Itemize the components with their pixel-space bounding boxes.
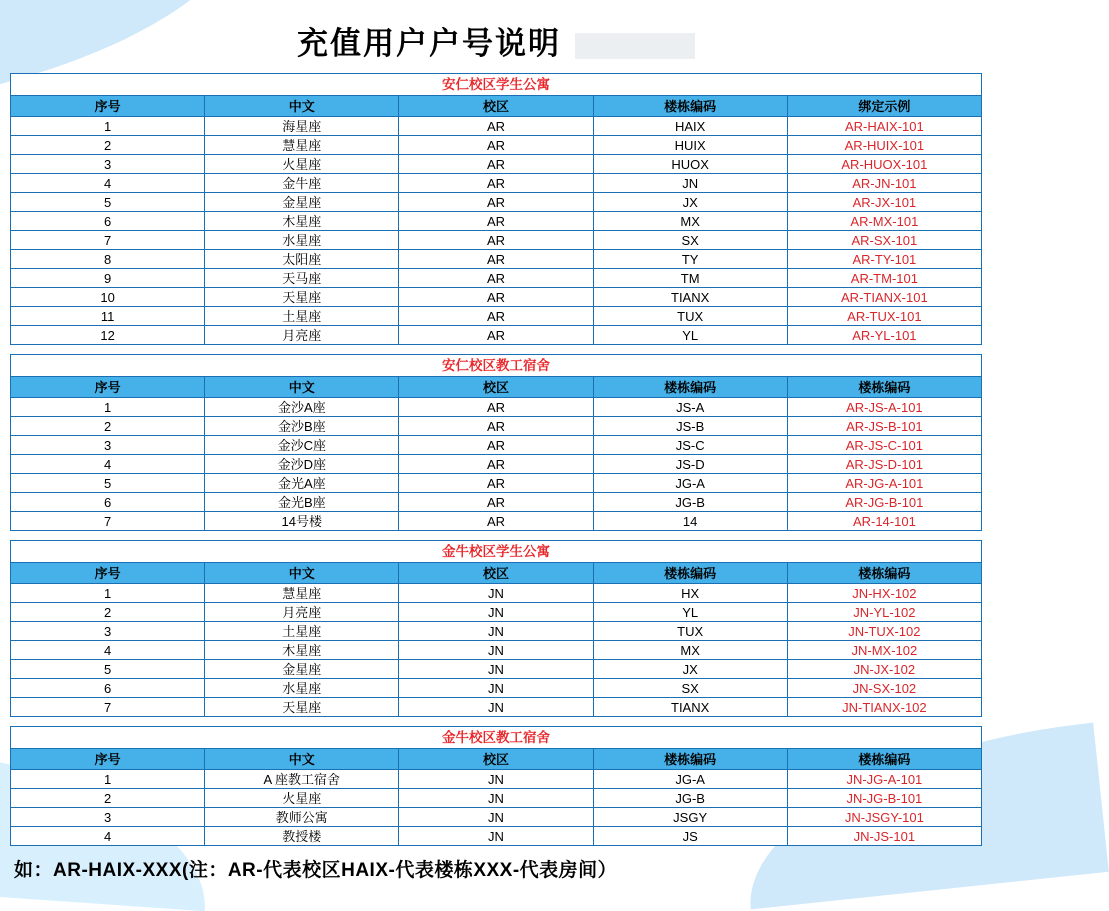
table-row — [11, 174, 982, 193]
section-table — [10, 540, 982, 717]
cell-campus: JN — [399, 679, 593, 698]
cell-name: 金沙A座 — [205, 398, 399, 417]
column-header: 序号 — [11, 749, 205, 770]
cell-campus: JN — [399, 698, 593, 717]
cell-code: JG-A — [593, 770, 787, 789]
cell-example: AR-HUOX-101 — [787, 155, 981, 174]
tables-container — [10, 73, 982, 846]
column-header: 中文 — [205, 96, 399, 117]
cell-code: TIANX — [593, 288, 787, 307]
section-table — [10, 354, 982, 531]
cell-campus: AR — [399, 231, 593, 250]
cell-example: AR-TM-101 — [787, 269, 981, 288]
column-header: 楼栋编码 — [593, 563, 787, 584]
table-row — [11, 493, 982, 512]
cell-index: 9 — [11, 269, 205, 288]
table-row — [11, 212, 982, 231]
cell-example: AR-TIANX-101 — [787, 288, 981, 307]
column-header: 楼栋编码 — [787, 563, 981, 584]
column-header: 绑定示例 — [787, 96, 981, 117]
cell-example: AR-JS-B-101 — [787, 417, 981, 436]
table-row — [11, 679, 982, 698]
cell-example: JN-JG-B-101 — [787, 789, 981, 808]
cell-campus: JN — [399, 622, 593, 641]
cell-example: AR-SX-101 — [787, 231, 981, 250]
cell-index: 6 — [11, 679, 205, 698]
cell-example: JN-HX-102 — [787, 584, 981, 603]
cell-example: JN-MX-102 — [787, 641, 981, 660]
table-row — [11, 250, 982, 269]
section-title-row — [11, 541, 982, 563]
cell-code: HAIX — [593, 117, 787, 136]
cell-example: JN-JSGY-101 — [787, 808, 981, 827]
cell-index: 5 — [11, 193, 205, 212]
cell-campus: AR — [399, 512, 593, 531]
cell-name: 水星座 — [205, 231, 399, 250]
table-row — [11, 808, 982, 827]
cell-example: JN-SX-102 — [787, 679, 981, 698]
cell-name: 14号楼 — [205, 512, 399, 531]
cell-code: HUOX — [593, 155, 787, 174]
section-title: 安仁校区学生公寓 — [11, 74, 982, 96]
cell-example: AR-JS-C-101 — [787, 436, 981, 455]
cell-index: 7 — [11, 512, 205, 531]
column-header: 楼栋编码 — [593, 749, 787, 770]
cell-example: JN-YL-102 — [787, 603, 981, 622]
cell-campus: AR — [399, 326, 593, 345]
cell-code: TY — [593, 250, 787, 269]
cell-campus: JN — [399, 827, 593, 846]
cell-campus: AR — [399, 436, 593, 455]
title-placeholder-box — [575, 33, 695, 59]
cell-name: 金沙B座 — [205, 417, 399, 436]
cell-campus: JN — [399, 770, 593, 789]
column-header: 楼栋编码 — [593, 377, 787, 398]
section-title-row — [11, 727, 982, 749]
cell-code: TUX — [593, 307, 787, 326]
table-row — [11, 827, 982, 846]
cell-name: 金沙C座 — [205, 436, 399, 455]
table-row — [11, 641, 982, 660]
cell-campus: AR — [399, 250, 593, 269]
cell-name: A 座教工宿舍 — [205, 770, 399, 789]
cell-index: 3 — [11, 436, 205, 455]
cell-index: 12 — [11, 326, 205, 345]
cell-code: YL — [593, 326, 787, 345]
cell-name: 金沙D座 — [205, 455, 399, 474]
cell-name: 金光A座 — [205, 474, 399, 493]
cell-index: 2 — [11, 417, 205, 436]
cell-example: AR-JS-A-101 — [787, 398, 981, 417]
cell-example: JN-JS-101 — [787, 827, 981, 846]
cell-example: JN-JG-A-101 — [787, 770, 981, 789]
cell-code: JS — [593, 827, 787, 846]
cell-index: 1 — [11, 770, 205, 789]
cell-name: 慧星座 — [205, 136, 399, 155]
cell-example: JN-TIANX-102 — [787, 698, 981, 717]
cell-campus: AR — [399, 174, 593, 193]
table-row — [11, 603, 982, 622]
table-row — [11, 622, 982, 641]
page-title — [0, 0, 992, 73]
cell-code: YL — [593, 603, 787, 622]
cell-index: 4 — [11, 827, 205, 846]
column-header: 校区 — [399, 749, 593, 770]
cell-code: MX — [593, 212, 787, 231]
section-table — [10, 73, 982, 345]
cell-example: AR-JX-101 — [787, 193, 981, 212]
cell-index: 2 — [11, 603, 205, 622]
cell-name: 太阳座 — [205, 250, 399, 269]
cell-code: SX — [593, 679, 787, 698]
table-row — [11, 326, 982, 345]
cell-name: 土星座 — [205, 307, 399, 326]
cell-example: AR-TY-101 — [787, 250, 981, 269]
cell-index: 3 — [11, 808, 205, 827]
cell-index: 7 — [11, 698, 205, 717]
cell-code: TUX — [593, 622, 787, 641]
section-title-row — [11, 355, 982, 377]
table-row — [11, 789, 982, 808]
cell-campus: JN — [399, 584, 593, 603]
section-spacer — [10, 717, 982, 726]
cell-name: 金牛座 — [205, 174, 399, 193]
cell-example: AR-HAIX-101 — [787, 117, 981, 136]
cell-index: 5 — [11, 474, 205, 493]
cell-code: JS-A — [593, 398, 787, 417]
cell-campus: AR — [399, 417, 593, 436]
cell-name: 金星座 — [205, 660, 399, 679]
cell-name: 天星座 — [205, 288, 399, 307]
table-row — [11, 660, 982, 679]
cell-campus: AR — [399, 269, 593, 288]
cell-code: TM — [593, 269, 787, 288]
cell-name: 金光B座 — [205, 493, 399, 512]
section-title: 安仁校区教工宿舍 — [11, 355, 982, 377]
table-row — [11, 307, 982, 326]
column-header: 楼栋编码 — [593, 96, 787, 117]
cell-name: 土星座 — [205, 622, 399, 641]
cell-index: 2 — [11, 789, 205, 808]
column-header: 序号 — [11, 96, 205, 117]
column-header: 中文 — [205, 563, 399, 584]
cell-campus: AR — [399, 136, 593, 155]
cell-name: 火星座 — [205, 155, 399, 174]
cell-name: 金星座 — [205, 193, 399, 212]
cell-name: 海星座 — [205, 117, 399, 136]
cell-name: 木星座 — [205, 212, 399, 231]
cell-name: 天马座 — [205, 269, 399, 288]
cell-campus: AR — [399, 288, 593, 307]
cell-name: 火星座 — [205, 789, 399, 808]
column-header: 中文 — [205, 377, 399, 398]
cell-name: 月亮座 — [205, 603, 399, 622]
table-row — [11, 417, 982, 436]
cell-index: 5 — [11, 660, 205, 679]
cell-code: JSGY — [593, 808, 787, 827]
cell-campus: AR — [399, 155, 593, 174]
cell-index: 6 — [11, 212, 205, 231]
cell-code: JG-A — [593, 474, 787, 493]
table-row — [11, 231, 982, 250]
cell-code: JG-B — [593, 789, 787, 808]
cell-campus: JN — [399, 789, 593, 808]
cell-example: JN-TUX-102 — [787, 622, 981, 641]
column-header: 校区 — [399, 96, 593, 117]
cell-campus: JN — [399, 808, 593, 827]
table-row — [11, 698, 982, 717]
column-header: 楼栋编码 — [787, 377, 981, 398]
cell-example: AR-TUX-101 — [787, 307, 981, 326]
table-row — [11, 398, 982, 417]
cell-index: 1 — [11, 398, 205, 417]
cell-code: JN — [593, 174, 787, 193]
page-title-text: 充值用户户号说明 — [297, 26, 561, 61]
cell-campus: JN — [399, 660, 593, 679]
column-header: 校区 — [399, 377, 593, 398]
table-row — [11, 193, 982, 212]
section-spacer — [10, 531, 982, 540]
cell-name: 木星座 — [205, 641, 399, 660]
cell-example: AR-JG-A-101 — [787, 474, 981, 493]
cell-example: JN-JX-102 — [787, 660, 981, 679]
cell-code: HUIX — [593, 136, 787, 155]
cell-campus: JN — [399, 603, 593, 622]
section-spacer — [10, 345, 982, 354]
cell-code: SX — [593, 231, 787, 250]
cell-code: MX — [593, 641, 787, 660]
cell-code: JS-D — [593, 455, 787, 474]
cell-code: HX — [593, 584, 787, 603]
cell-index: 3 — [11, 622, 205, 641]
cell-index: 10 — [11, 288, 205, 307]
cell-campus: AR — [399, 455, 593, 474]
cell-code: JX — [593, 193, 787, 212]
cell-code: JS-B — [593, 417, 787, 436]
section-table — [10, 726, 982, 846]
table-header-row — [11, 749, 982, 770]
column-header: 校区 — [399, 563, 593, 584]
table-header-row — [11, 377, 982, 398]
cell-example: AR-JN-101 — [787, 174, 981, 193]
cell-index: 4 — [11, 174, 205, 193]
cell-index: 7 — [11, 231, 205, 250]
cell-example: AR-YL-101 — [787, 326, 981, 345]
cell-example: AR-MX-101 — [787, 212, 981, 231]
cell-index: 6 — [11, 493, 205, 512]
table-row — [11, 512, 982, 531]
column-header: 楼栋编码 — [787, 749, 981, 770]
cell-code: JG-B — [593, 493, 787, 512]
cell-index: 11 — [11, 307, 205, 326]
cell-index: 8 — [11, 250, 205, 269]
cell-index: 1 — [11, 117, 205, 136]
table-row — [11, 455, 982, 474]
table-row — [11, 474, 982, 493]
table-row — [11, 269, 982, 288]
cell-campus: AR — [399, 117, 593, 136]
cell-campus: AR — [399, 212, 593, 231]
cell-campus: AR — [399, 193, 593, 212]
cell-index: 3 — [11, 155, 205, 174]
cell-index: 1 — [11, 584, 205, 603]
table-header-row — [11, 96, 982, 117]
cell-name: 慧星座 — [205, 584, 399, 603]
cell-code: 14 — [593, 512, 787, 531]
table-row — [11, 770, 982, 789]
cell-index: 4 — [11, 641, 205, 660]
section-title-row — [11, 74, 982, 96]
cell-name: 月亮座 — [205, 326, 399, 345]
table-row — [11, 136, 982, 155]
cell-name: 水星座 — [205, 679, 399, 698]
table-row — [11, 436, 982, 455]
table-header-row — [11, 563, 982, 584]
table-row — [11, 584, 982, 603]
cell-code: TIANX — [593, 698, 787, 717]
column-header: 中文 — [205, 749, 399, 770]
cell-campus: AR — [399, 398, 593, 417]
table-row — [11, 288, 982, 307]
cell-index: 2 — [11, 136, 205, 155]
section-title: 金牛校区教工宿舍 — [11, 727, 982, 749]
cell-name: 教师公寓 — [205, 808, 399, 827]
cell-example: AR-JG-B-101 — [787, 493, 981, 512]
cell-campus: AR — [399, 493, 593, 512]
column-header: 序号 — [11, 563, 205, 584]
cell-name: 天星座 — [205, 698, 399, 717]
section-title: 金牛校区学生公寓 — [11, 541, 982, 563]
footnote: 如：AR-HAIX-XXX(注：AR-代表校区HAIX-代表楼栋XXX-代表房间） — [14, 860, 618, 881]
cell-example: AR-14-101 — [787, 512, 981, 531]
cell-code: JX — [593, 660, 787, 679]
column-header: 序号 — [11, 377, 205, 398]
table-row — [11, 155, 982, 174]
cell-campus: JN — [399, 641, 593, 660]
cell-code: JS-C — [593, 436, 787, 455]
table-row — [11, 117, 982, 136]
cell-name: 教授楼 — [205, 827, 399, 846]
cell-campus: AR — [399, 474, 593, 493]
cell-campus: AR — [399, 307, 593, 326]
cell-index: 4 — [11, 455, 205, 474]
cell-example: AR-HUIX-101 — [787, 136, 981, 155]
cell-example: AR-JS-D-101 — [787, 455, 981, 474]
